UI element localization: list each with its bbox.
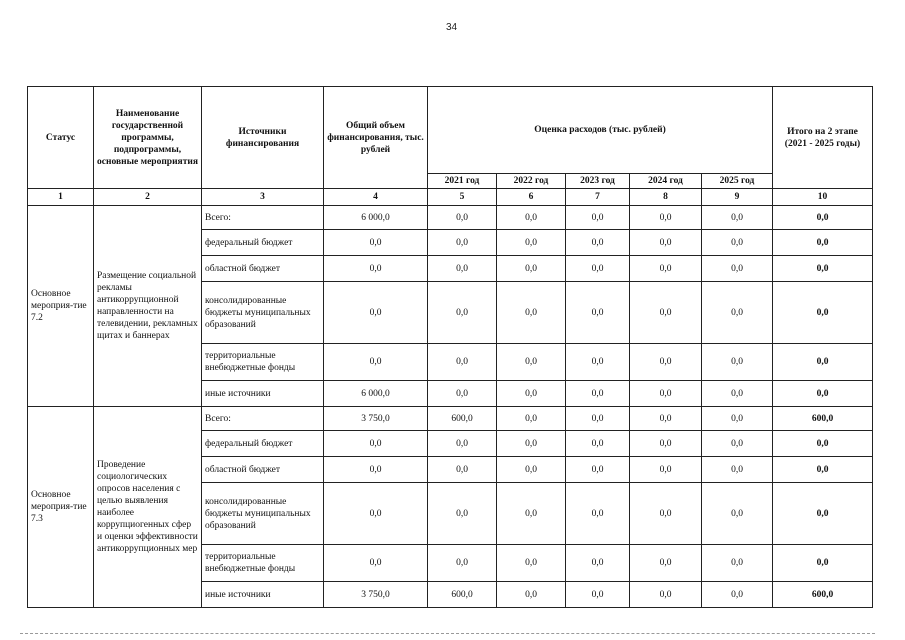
year-2024-cell: 0,0 (630, 230, 702, 256)
year-2022-cell: 0,0 (497, 344, 566, 381)
year-2024-cell: 0,0 (630, 457, 702, 483)
year-2022-cell: 0,0 (497, 457, 566, 483)
header-expense-estimate: Оценка расходов (тыс. рублей) (428, 87, 773, 174)
total-cell: 6 000,0 (324, 206, 428, 230)
year-2021-cell: 0,0 (428, 282, 497, 344)
year-2021-cell: 0,0 (428, 483, 497, 545)
year-2021-cell: 0,0 (428, 381, 497, 407)
year-2024-cell: 0,0 (630, 407, 702, 431)
year-2025-cell: 0,0 (702, 431, 773, 457)
header-year: 2021 год (428, 174, 497, 189)
header-total-volume: Общий объем финансирования, тыс. рублей (324, 87, 428, 189)
table-row (28, 206, 873, 230)
stage-total-cell: 0,0 (773, 431, 873, 457)
column-number: 2 (94, 189, 202, 206)
column-number: 8 (630, 189, 702, 206)
funding-source-cell: федеральный бюджет (202, 230, 324, 256)
funding-source-cell: Всего: (202, 407, 324, 431)
total-cell: 0,0 (324, 282, 428, 344)
header-year: 2024 год (630, 174, 702, 189)
year-2022-cell: 0,0 (497, 545, 566, 582)
stage-total-cell: 600,0 (773, 407, 873, 431)
year-2021-cell: 600,0 (428, 407, 497, 431)
total-cell: 3 750,0 (324, 407, 428, 431)
header-funding-sources: Источники финансирования (202, 87, 324, 189)
year-2021-cell: 600,0 (428, 582, 497, 608)
table-row (28, 407, 873, 431)
measure-name-cell: Проведение социологических опросов населения с целью выявления наиболее коррупциогенных сфер и оценки эффективности антикоррупционных мер (94, 407, 202, 608)
column-number: 3 (202, 189, 324, 206)
total-cell: 0,0 (324, 483, 428, 545)
year-2024-cell: 0,0 (630, 582, 702, 608)
header-year: 2022 год (497, 174, 566, 189)
stage-total-cell: 0,0 (773, 206, 873, 230)
stage-total-cell: 0,0 (773, 381, 873, 407)
year-2025-cell: 0,0 (702, 282, 773, 344)
year-2022-cell: 0,0 (497, 431, 566, 457)
year-2024-cell: 0,0 (630, 282, 702, 344)
year-2025-cell: 0,0 (702, 407, 773, 431)
column-number: 5 (428, 189, 497, 206)
year-2022-cell: 0,0 (497, 256, 566, 282)
column-numbers-row (28, 189, 873, 206)
year-2024-cell: 0,0 (630, 381, 702, 407)
year-2025-cell: 0,0 (702, 483, 773, 545)
year-2024-cell: 0,0 (630, 431, 702, 457)
year-2022-cell: 0,0 (497, 381, 566, 407)
stage-total-cell: 0,0 (773, 282, 873, 344)
year-2023-cell: 0,0 (566, 483, 630, 545)
stage-total-cell: 0,0 (773, 344, 873, 381)
total-cell: 6 000,0 (324, 381, 428, 407)
year-2021-cell: 0,0 (428, 206, 497, 230)
header-row (28, 87, 873, 174)
table-body (28, 206, 873, 608)
year-2024-cell: 0,0 (630, 256, 702, 282)
year-2021-cell: 0,0 (428, 344, 497, 381)
year-2023-cell: 0,0 (566, 381, 630, 407)
total-cell: 0,0 (324, 230, 428, 256)
year-2025-cell: 0,0 (702, 381, 773, 407)
column-number: 10 (773, 189, 873, 206)
year-2025-cell: 0,0 (702, 344, 773, 381)
year-2023-cell: 0,0 (566, 545, 630, 582)
year-2025-cell: 0,0 (702, 545, 773, 582)
stage-total-cell: 0,0 (773, 483, 873, 545)
year-2023-cell: 0,0 (566, 206, 630, 230)
year-2024-cell: 0,0 (630, 483, 702, 545)
year-2022-cell: 0,0 (497, 282, 566, 344)
year-2022-cell: 0,0 (497, 230, 566, 256)
year-2024-cell: 0,0 (630, 545, 702, 582)
year-2023-cell: 0,0 (566, 282, 630, 344)
header-year: 2025 год (702, 174, 773, 189)
funding-source-cell: иные источники (202, 582, 324, 608)
measure-name-cell: Размещение социальной рекламы антикоррупционной направленности на телевидении, рекламных щитах и баннерах (94, 206, 202, 407)
year-2023-cell: 0,0 (566, 344, 630, 381)
year-2025-cell: 0,0 (702, 256, 773, 282)
year-2024-cell: 0,0 (630, 344, 702, 381)
total-cell: 0,0 (324, 545, 428, 582)
stage-total-cell: 0,0 (773, 545, 873, 582)
funding-source-cell: консолидированные бюджеты муниципальных образований (202, 483, 324, 545)
year-2021-cell: 0,0 (428, 256, 497, 282)
funding-table (27, 86, 873, 608)
year-2022-cell: 0,0 (497, 582, 566, 608)
total-cell: 0,0 (324, 431, 428, 457)
column-number: 9 (702, 189, 773, 206)
funding-source-cell: территориальные внебюджетные фонды (202, 344, 324, 381)
column-number: 4 (324, 189, 428, 206)
status-cell: Основное мероприя-тие 7.2 (28, 206, 94, 407)
header-stage-total: Итого на 2 этапе (2021 - 2025 годы) (773, 87, 873, 189)
stage-total-cell: 0,0 (773, 230, 873, 256)
year-2021-cell: 0,0 (428, 545, 497, 582)
year-2021-cell: 0,0 (428, 457, 497, 483)
year-2023-cell: 0,0 (566, 230, 630, 256)
total-cell: 0,0 (324, 344, 428, 381)
total-cell: 0,0 (324, 256, 428, 282)
header-year: 2023 год (566, 174, 630, 189)
funding-source-cell: областной бюджет (202, 256, 324, 282)
year-2022-cell: 0,0 (497, 407, 566, 431)
funding-source-cell: федеральный бюджет (202, 431, 324, 457)
year-2023-cell: 0,0 (566, 407, 630, 431)
page-bottom-border (20, 633, 875, 636)
total-cell: 3 750,0 (324, 582, 428, 608)
year-2025-cell: 0,0 (702, 206, 773, 230)
stage-total-cell: 0,0 (773, 256, 873, 282)
funding-source-cell: областной бюджет (202, 457, 324, 483)
stage-total-cell: 0,0 (773, 457, 873, 483)
year-2021-cell: 0,0 (428, 230, 497, 256)
year-2023-cell: 0,0 (566, 431, 630, 457)
year-2021-cell: 0,0 (428, 431, 497, 457)
year-2025-cell: 0,0 (702, 582, 773, 608)
column-number: 7 (566, 189, 630, 206)
column-number: 1 (28, 189, 94, 206)
funding-source-cell: территориальные внебюджетные фонды (202, 545, 324, 582)
column-number: 6 (497, 189, 566, 206)
year-2023-cell: 0,0 (566, 582, 630, 608)
total-cell: 0,0 (324, 457, 428, 483)
funding-source-cell: консолидированные бюджеты муниципальных образований (202, 282, 324, 344)
page-number: 34 (446, 22, 458, 33)
header-status: Статус (28, 87, 94, 189)
year-2022-cell: 0,0 (497, 483, 566, 545)
funding-source-cell: Всего: (202, 206, 324, 230)
year-2025-cell: 0,0 (702, 230, 773, 256)
year-2023-cell: 0,0 (566, 457, 630, 483)
year-2022-cell: 0,0 (497, 206, 566, 230)
status-cell: Основное мероприя-тие 7.3 (28, 407, 94, 608)
header-program-name: Наименование государственной программы, подпрограммы, основные мероприятия (94, 87, 202, 189)
funding-source-cell: иные источники (202, 381, 324, 407)
year-2025-cell: 0,0 (702, 457, 773, 483)
year-2023-cell: 0,0 (566, 256, 630, 282)
stage-total-cell: 600,0 (773, 582, 873, 608)
year-2024-cell: 0,0 (630, 206, 702, 230)
